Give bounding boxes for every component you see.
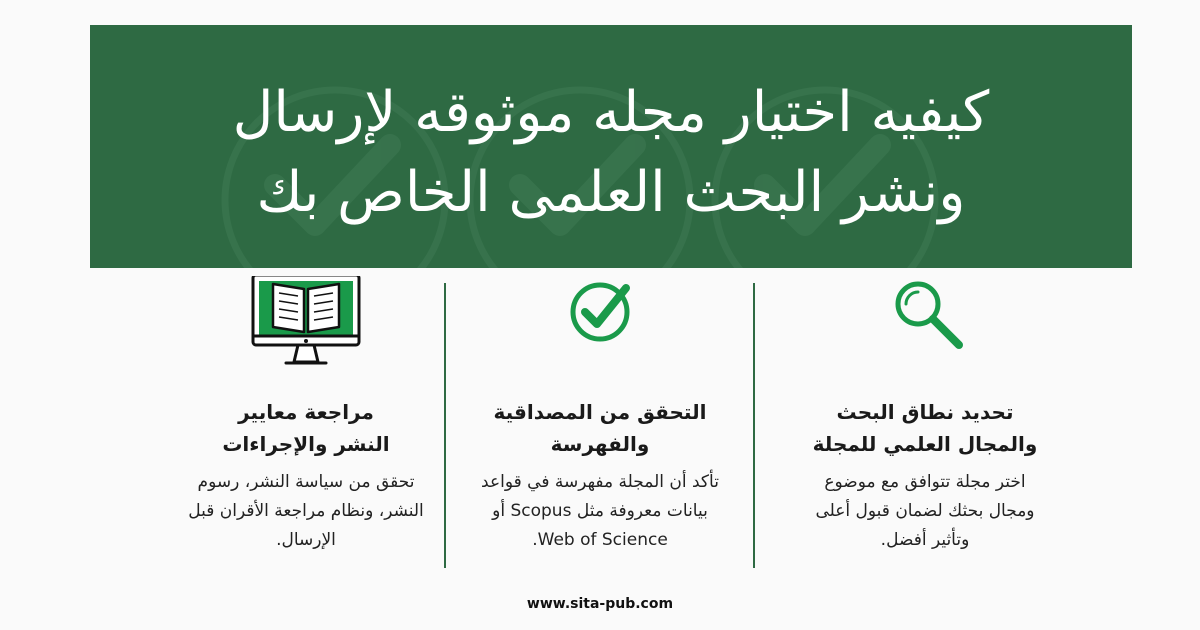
step-title-credibility (450, 396, 750, 460)
search-icon (775, 276, 1075, 356)
title-banner (90, 25, 1132, 268)
step-card-publishing-criteria (156, 276, 456, 576)
page-title-line-1: كيفيه اختيار مجله موثوقه لإرسال (232, 80, 990, 145)
step-title-line-2: والفهرسة (550, 432, 650, 456)
step-title-line-2: والمجال العلمي للمجلة (812, 432, 1038, 456)
step-description-line-1: اختر مجلة تتوافق مع موضوع (824, 472, 1026, 492)
step-description-line-2: بيانات معروفة مثل Scopus أو (492, 501, 708, 521)
step-title-line-1: مراجعة معايير (238, 400, 374, 424)
step-card-research-scope (775, 276, 1075, 576)
step-title-research-scope (775, 396, 1075, 460)
step-description-line-3: وتأثير أفضل. (880, 530, 970, 550)
step-description-line-1: تأكد أن المجلة مفهرسة في قواعد (481, 472, 719, 492)
step-description-line-2: ومجال بحثك لضمان قبول أعلى (815, 501, 1035, 521)
step-title-line-2: النشر والإجراءات (222, 432, 390, 456)
step-description-line-1: تحقق من سياسة النشر، رسوم (197, 472, 415, 492)
step-description-credibility (450, 468, 750, 555)
page-title-line-2: ونشر البحث العلمى الخاص بك (256, 160, 966, 225)
step-description-line-3: Web of Science. (532, 530, 668, 550)
step-description-research-scope (775, 468, 1075, 555)
website-url[interactable]: www.sita-pub.com (526, 596, 674, 612)
step-description-line-2: النشر، ونظام مراجعة الأقران قبل (188, 501, 424, 521)
check-circle-icon (450, 276, 750, 356)
step-title-publishing-criteria (156, 396, 456, 460)
monitor-book-icon (156, 276, 456, 376)
step-title-line-1: تحديد نطاق البحث (836, 400, 1014, 424)
page-title (150, 73, 1072, 233)
step-card-credibility (450, 276, 750, 576)
column-divider-right (753, 283, 755, 568)
step-description-publishing-criteria (156, 468, 456, 555)
step-description-line-3: الإرسال. (276, 530, 336, 550)
step-title-line-1: التحقق من المصداقية (493, 400, 707, 424)
